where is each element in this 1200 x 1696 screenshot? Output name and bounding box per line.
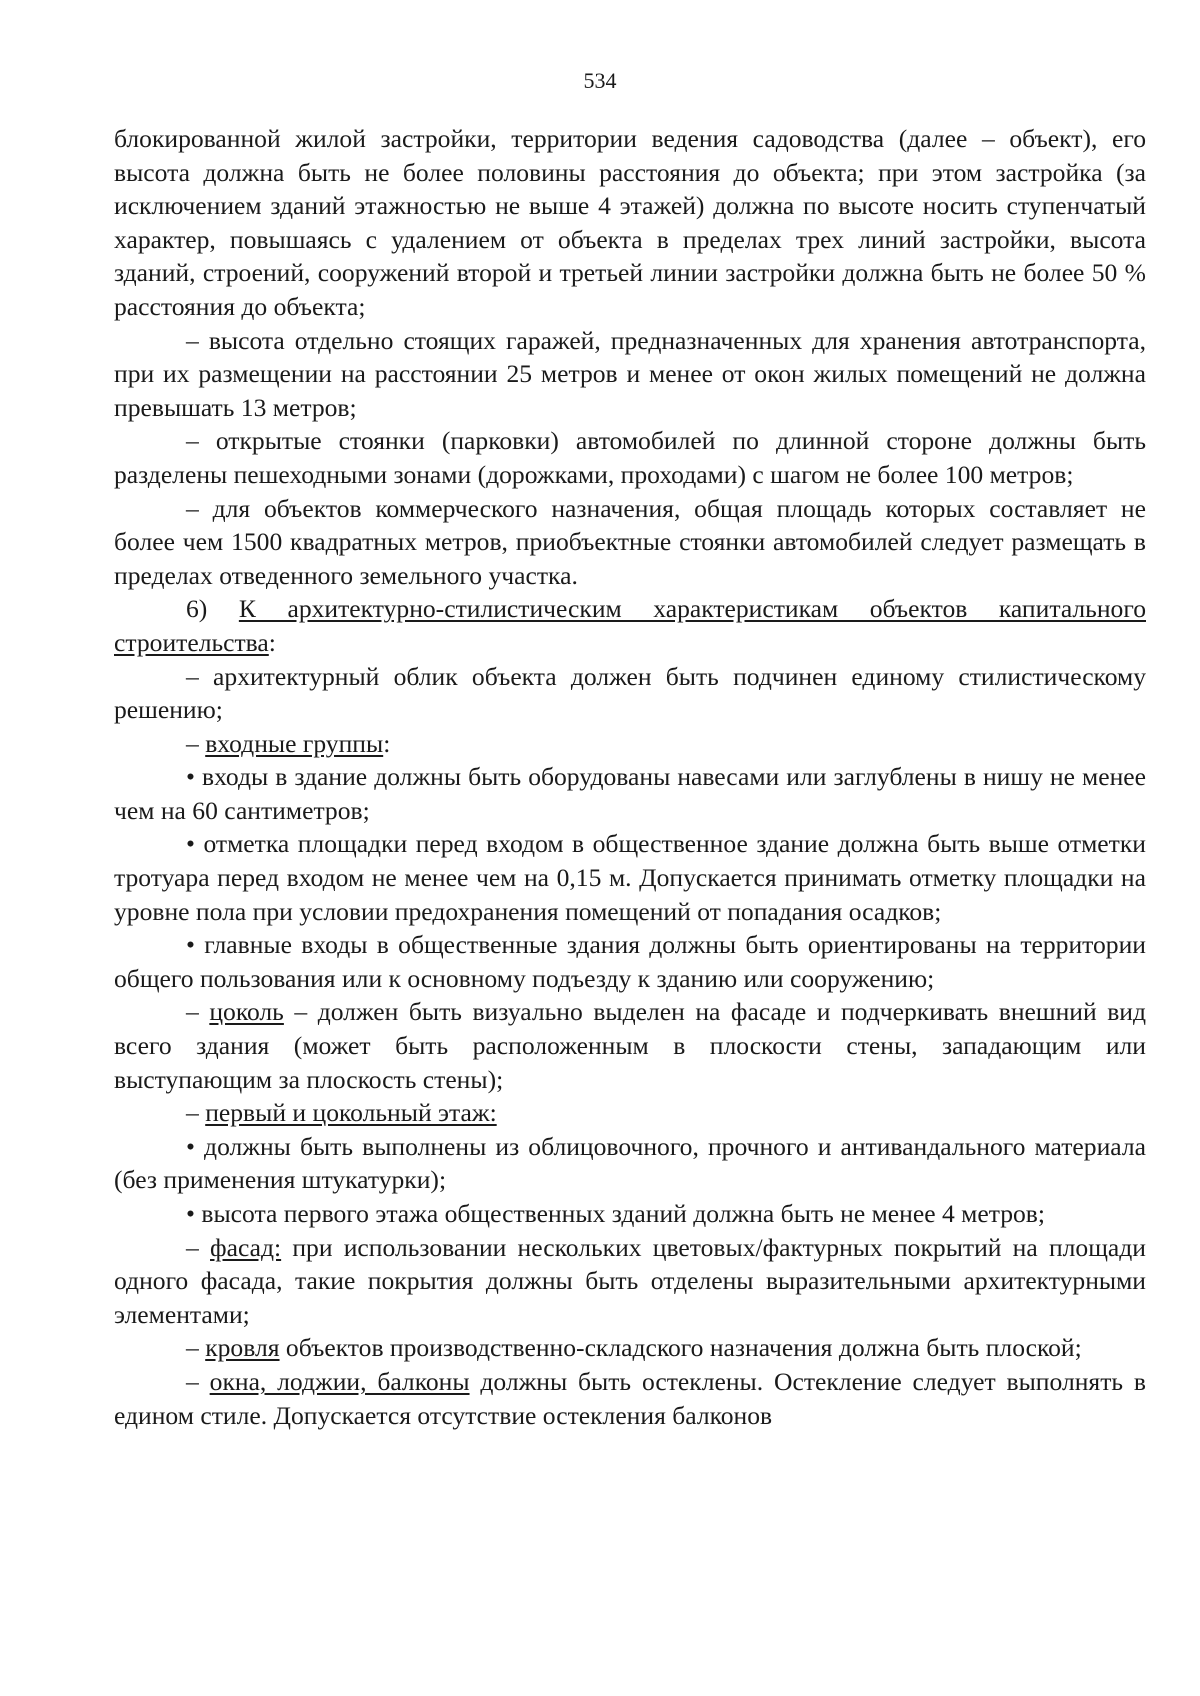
paragraph-text: – для объектов коммерческого назначения, общая площадь которых составляет не более чем 1500 квадратных метров, приобъектные стоянки автомобилей следует размещать в пределах отведенного земельного участка.	[114, 493, 1146, 590]
paragraph-text: – открытые стоянки (парковки) автомобилей по длинной стороне должны быть разделены пешеходными зонами (дорожками, проходами) с шагом не более 100 метров;	[114, 426, 1146, 489]
paragraph-text: • должны быть выполнены из облицовочного, прочного и антивандального материала (без применения штукатурки);	[114, 1131, 1146, 1195]
bullet-paragraph	[114, 827, 1146, 928]
paragraph	[114, 324, 1146, 425]
underlined-heading-text: первый и цокольный этаж:	[205, 1098, 497, 1128]
bullet-paragraph	[114, 1197, 1146, 1231]
paragraph-text: –	[186, 1333, 206, 1363]
document-body	[114, 122, 1146, 1432]
paragraph-text: – архитектурный облик объекта должен быть подчинен единому стилистическому решению;	[114, 661, 1146, 725]
paragraph	[114, 122, 1146, 324]
paragraph-text: –	[186, 997, 210, 1027]
paragraph-text: • главные входы в общественные здания должны быть ориентированы на территории общего пользования или к основному подъезду к зданию или сооружению;	[114, 930, 1146, 993]
paragraph	[114, 592, 1146, 659]
paragraph	[114, 1365, 1146, 1432]
underlined-heading-text: К архитектурно-стилистическим характеристикам объектов капитального строительства	[114, 594, 1146, 657]
paragraph	[114, 424, 1146, 491]
underlined-heading-text: входные группы	[205, 728, 384, 758]
underlined-heading-text: кровля	[205, 1333, 280, 1363]
paragraph-text: при использовании нескольких цветовых/фактурных покрытий на площади одного фасада, такие покрытия должны быть отделены выразительными архитектурными элементами;	[114, 1232, 1146, 1329]
bullet-paragraph	[114, 1130, 1146, 1197]
paragraph	[114, 492, 1146, 593]
paragraph-text: – должен быть визуально выделен на фасаде и подчеркивать внешний вид всего здания (может быть расположенным в плоскости стены, западающим или выступающим за плоскость стены);	[114, 997, 1147, 1094]
paragraph-text: 6)	[186, 594, 239, 624]
paragraph-text: :	[383, 728, 391, 758]
paragraph-text: • отметка площадки перед входом в общественное здание должна быть выше отметки тротуара перед входом не менее чем на 0,15 м. Допускается принимать отметку площадки на уровне пола при условии предохранения помещений от попадания осадков;	[114, 829, 1146, 926]
paragraph	[114, 1231, 1146, 1332]
underlined-heading-text: окна, лоджии, балконы	[209, 1366, 470, 1396]
underlined-heading-text: цоколь	[209, 997, 284, 1027]
paragraph-text: –	[186, 1366, 210, 1396]
paragraph	[114, 1096, 1146, 1130]
bullet-paragraph	[114, 760, 1146, 827]
paragraph-text: должны быть остеклены. Остекление следует выполнять в едином стиле. Допускается отсутствие остекления балконов	[114, 1366, 1146, 1430]
paragraph-text: блокированной жилой застройки, территории ведения садоводства (далее – объект), его высота должна быть не более половины расстояния до объекта; при этом застройка (за исключением зданий этажностью не выше 4 этажей) должна по высоте носить ступенчатый характер, повышаясь с удалением от объекта в пределах трех линий застройки, высота зданий, строений, сооружений второй и третьей линии застройки должна быть не более 50 % расстояния до объекта;	[114, 124, 1146, 321]
page-number: 534	[583, 68, 617, 93]
paragraph-text: –	[186, 1098, 206, 1128]
bullet-paragraph	[114, 928, 1146, 995]
paragraph	[114, 660, 1146, 727]
underlined-heading-text: фасад:	[210, 1232, 282, 1262]
paragraph-text: • входы в здание должны быть оборудованы навесами или заглублены в нишу не менее чем на 60 сантиметров;	[114, 762, 1146, 825]
paragraph-text: –	[186, 728, 206, 758]
paragraph	[114, 727, 1146, 761]
paragraph-text: объектов производственно-складского назначения должна быть плоской;	[279, 1333, 1082, 1363]
paragraph-text: –	[186, 1232, 211, 1262]
paragraph	[114, 995, 1146, 1096]
paragraph-text: • высота первого этажа общественных зданий должна быть не менее 4 метров;	[186, 1199, 1046, 1228]
paragraph-text: – высота отдельно стоящих гаражей, предназначенных для хранения автотранспорта, при их размещении на расстоянии 25 метров и менее от окон жилых помещений не должна превышать 13 метров;	[114, 325, 1146, 422]
paragraph	[114, 1331, 1146, 1365]
paragraph-text: :	[268, 627, 276, 657]
